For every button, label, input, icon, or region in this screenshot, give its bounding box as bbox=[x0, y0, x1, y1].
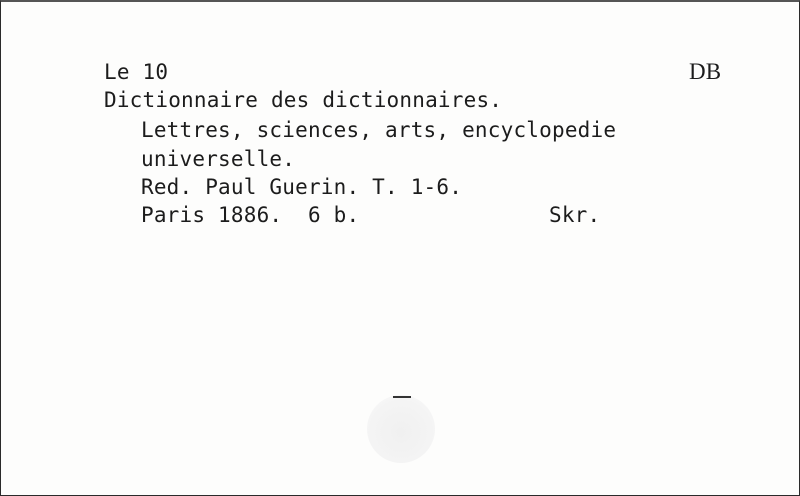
imprint-line: Paris 1886. 6 b. bbox=[141, 203, 360, 227]
shelf-signature: Le 10 bbox=[104, 60, 169, 84]
punch-hole bbox=[367, 395, 435, 463]
card-title: Dictionnaire des dictionnaires. bbox=[104, 88, 503, 112]
subtitle-line-1: Lettres, sciences, arts, encyclopedie bbox=[141, 118, 617, 142]
card-note: Skr. bbox=[549, 203, 601, 227]
subtitle-line-2: universelle. bbox=[141, 147, 296, 171]
collection-code: DB bbox=[689, 59, 722, 84]
punch-hole-edge bbox=[393, 396, 411, 398]
editor-line: Red. Paul Guerin. T. 1-6. bbox=[141, 175, 463, 199]
